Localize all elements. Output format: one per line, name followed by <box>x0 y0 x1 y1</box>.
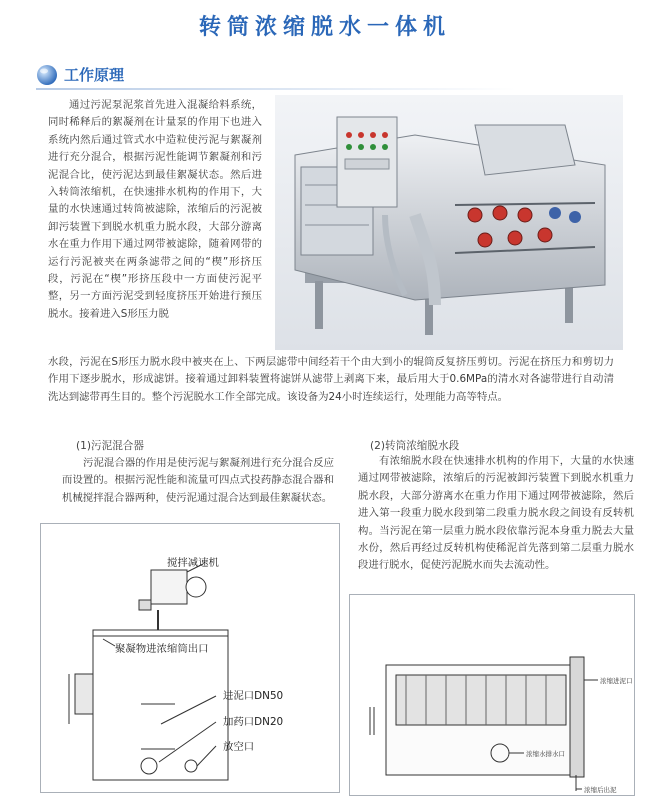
label-drain-out: 浓缩水排水口 <box>526 750 565 758</box>
label-outlet: 聚凝物进浓缩筒出口 <box>115 643 209 655</box>
label-sludge-in: 浓缩进泥口 <box>600 677 633 685</box>
intro-paragraph <box>48 97 262 323</box>
label-drain: 放空口 <box>223 741 255 753</box>
mixer-heading: (1)污泥混合器 <box>76 440 144 452</box>
page-title: 转筒浓缩脱水一体机 <box>198 14 451 40</box>
intro-continued <box>48 354 614 406</box>
thickener-drawing <box>350 595 634 795</box>
label-inlet: 进泥口DN50 <box>223 690 284 702</box>
thickener-heading: (2)转筒浓缩脱水段 <box>370 440 460 452</box>
thickener-paragraph <box>358 453 634 575</box>
section-title: 工作原理 <box>64 66 125 84</box>
mixer-paragraph <box>62 455 334 507</box>
section-divider <box>36 88 516 90</box>
label-motor: 搅拌减速机 <box>167 557 219 569</box>
label-dosing: 加药口DN20 <box>223 716 284 728</box>
intro-text-full-width: 水段，污泥在S形压力脱水段中被夹在上、下两层滤带中间经若干个由大到小的辊筒反复挤压剪切。污泥在挤压力和剪切力作用下逐步脱水，形成滤饼。接着通过卸料装置将滤饼从滤带上剥离下来，最后用大于0.6MPa的清水对各滤带进行自动清洗达到滤带再生目的。整个污泥脱水工作全部完成。该设备为24小时连续运行，处理能力高等特点。 <box>48 356 614 403</box>
mixer-text: 污泥混合器的作用是使污泥与絮凝剂进行充分混合反应而设置的。根据污泥性能和流量可四点式投药静态混合器和机械搅拌混合器两种，使污泥通过混合达到最佳絮凝状态。 <box>62 457 334 504</box>
label-sludge-out: 浓缩后出泥 <box>584 786 617 794</box>
thickener-diagram <box>349 594 635 796</box>
intro-text: 通过污泥泵泥浆首先进入混凝给料系统，同时稀释后的絮凝剂在计量泵的作用下也进入系统内然后通过管式水中造粒使污泥与絮凝剂进行充分混合，根据污泥性能调节絮凝剂和污泥混合比，使污泥达到最佳絮凝状态。然后进入转筒浓缩机，在快速排水机构的作用下，大量的水快速通过转筒被滤除，浓缩后的污泥被卸污装置下到脱水机重力脱水段，大部分游离水在重力作用下通过网带被滤除，随着网带的运行污泥被夹在两条滤带之间的“楔”形挤压段，污泥在“楔”形挤压段中一方面使污泥平整，另一方面污泥受到轻度挤压开始进行预压脱水。接着进入S形压力脱 <box>48 99 262 320</box>
globe-icon <box>36 64 58 86</box>
mixer-diagram <box>40 523 340 793</box>
machine-photo <box>275 95 623 350</box>
thickener-text: 有浓缩脱水段在快速排水机构的作用下，大量的水快速通过网带被滤除，浓缩后的污泥被卸污装置下到脱水机重力脱水段，大部分游离水在重力作用下通过网带被滤除，然后进入第一段重力脱水段到第二段重力脱水段之间设有反转机构。当污泥在第一层重力脱水段依靠污泥本身重力脱去大量水份，然后再经过反转机构使稀泥首先落到第二层重力脱水段进行脱水，促使污泥脱水而失去流动性。 <box>358 455 634 572</box>
